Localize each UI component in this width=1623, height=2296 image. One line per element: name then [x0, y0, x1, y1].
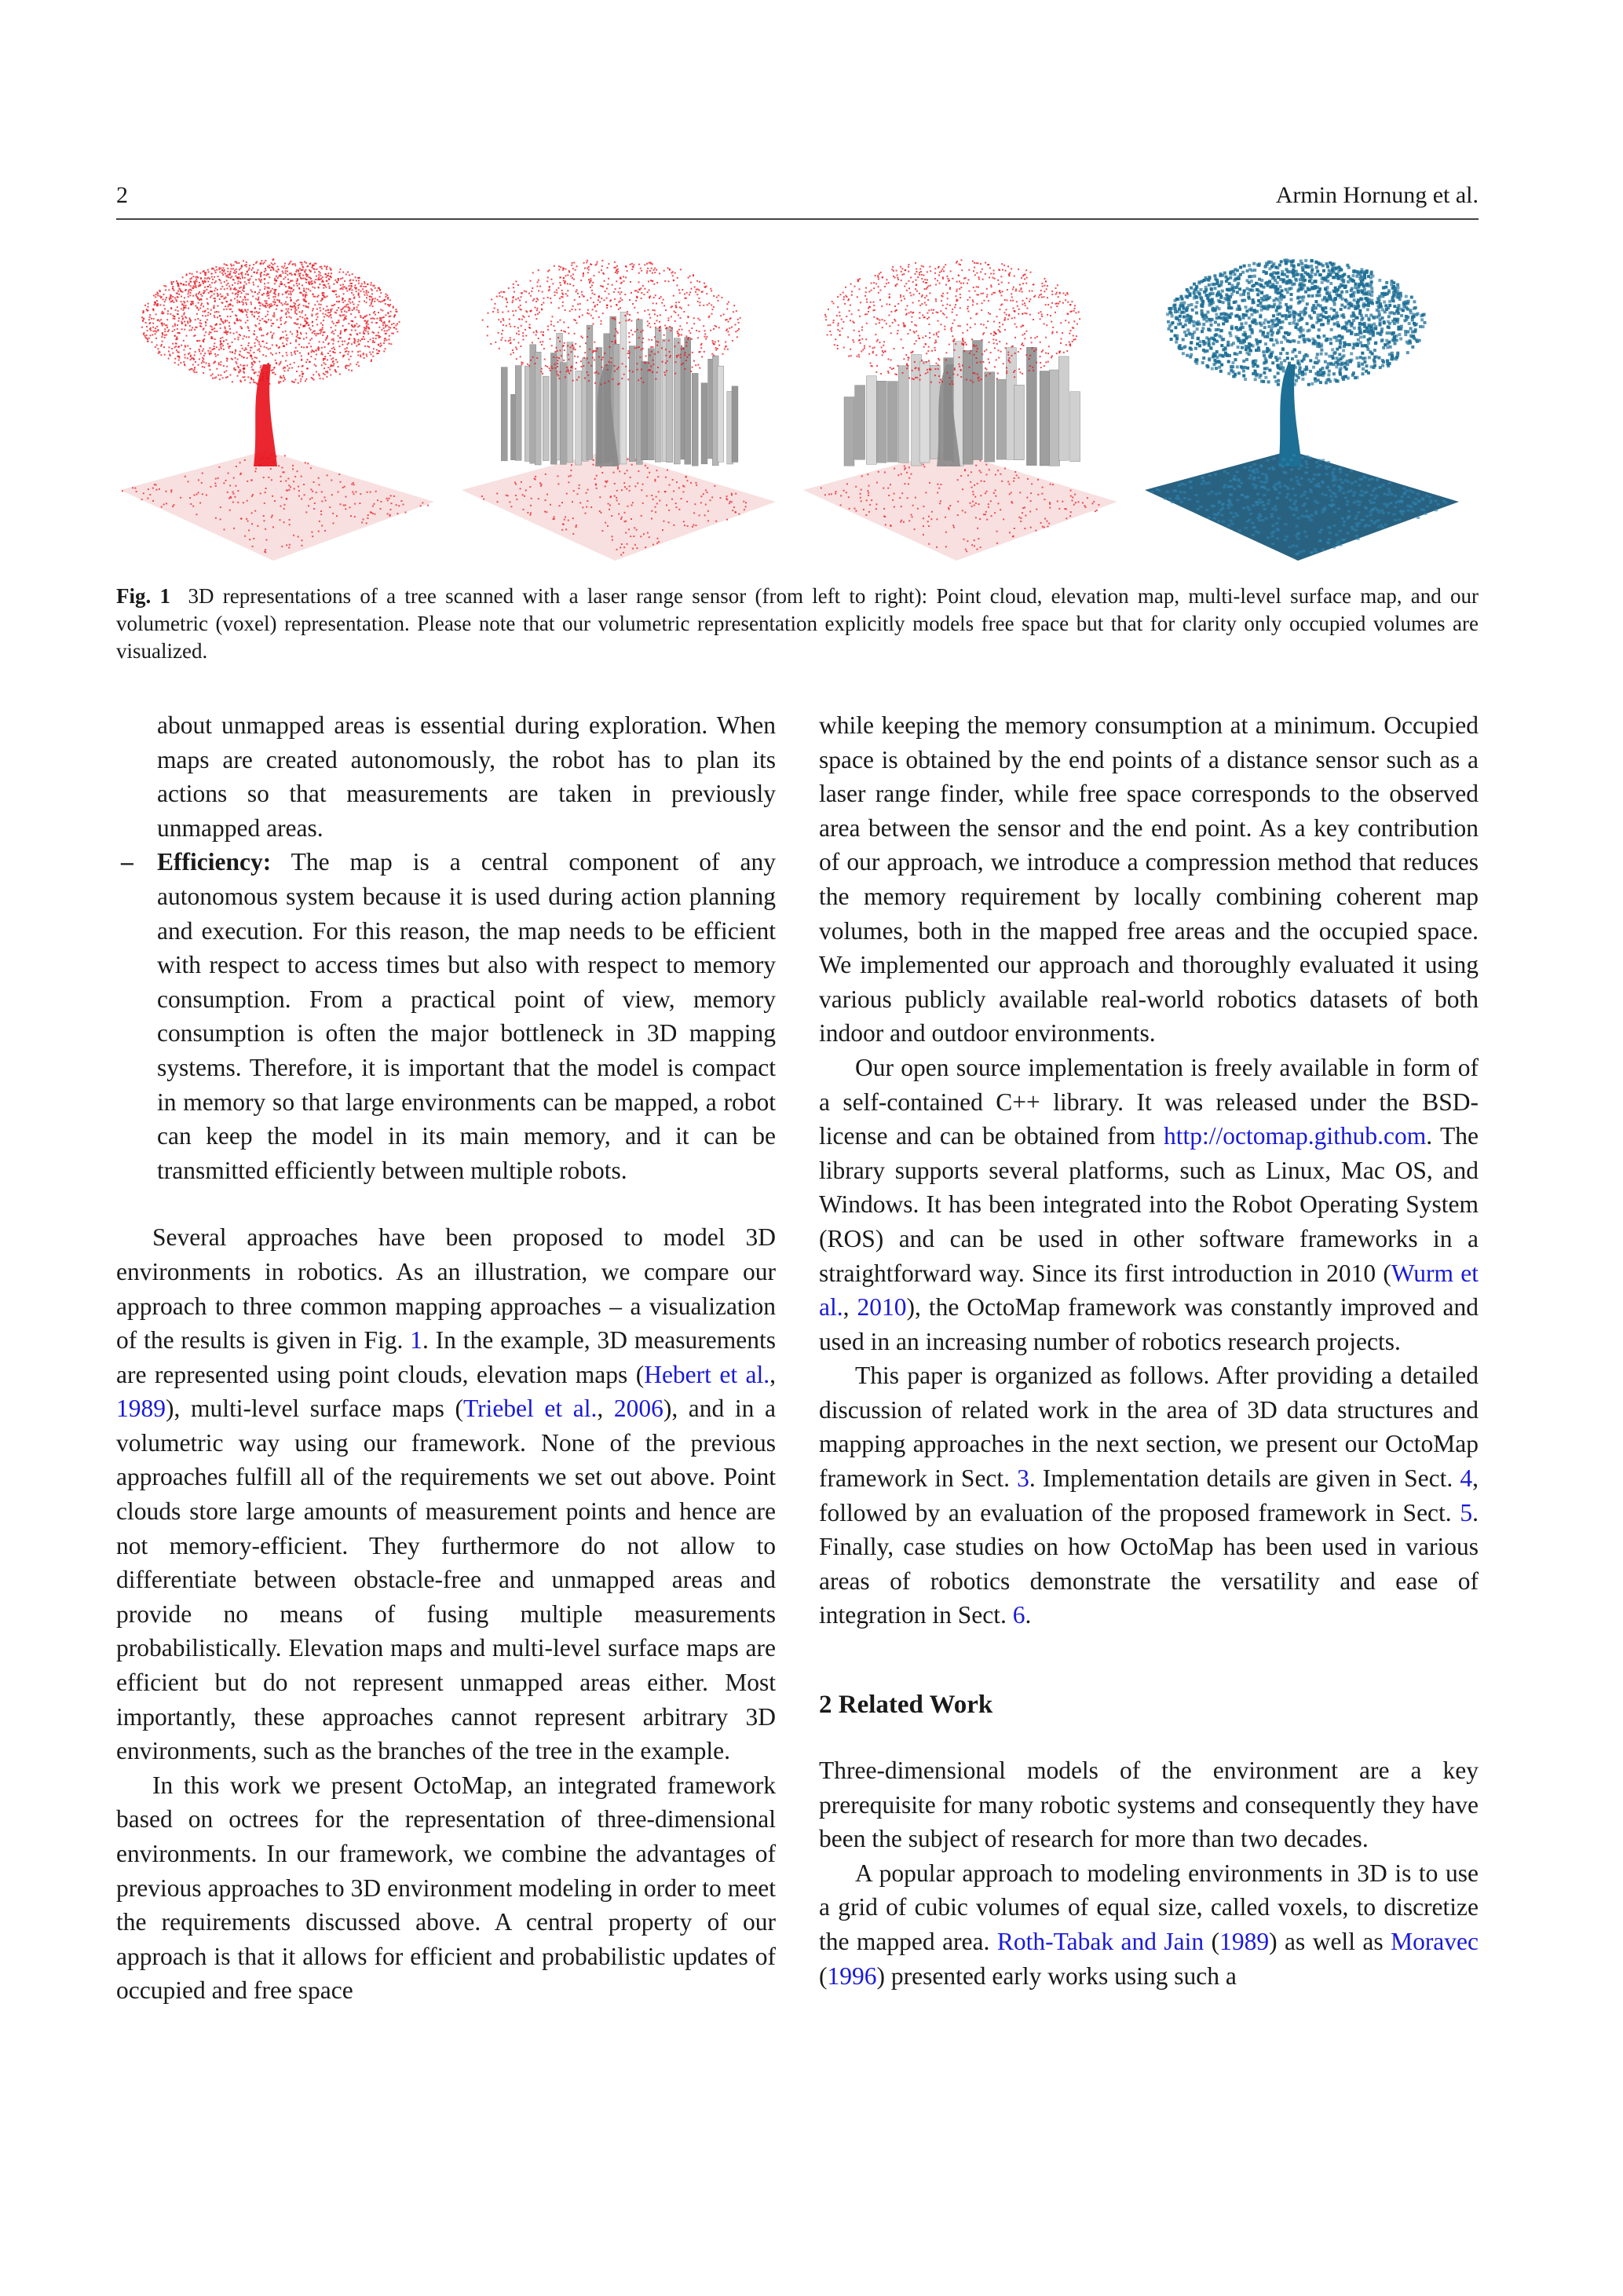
citation-year-link[interactable]: 2006 [613, 1395, 663, 1423]
section-link[interactable]: 4 [1460, 1464, 1473, 1493]
citation-year-link[interactable]: 1996 [827, 1961, 877, 1990]
figure-1 [116, 239, 1479, 569]
page-number: 2 [116, 182, 128, 208]
multi-level-surface-map-panel [803, 259, 1117, 561]
list-dash: – [121, 848, 133, 876]
running-authors: Armin Hornung et al. [1275, 182, 1479, 208]
section-link[interactable]: 6 [1012, 1601, 1025, 1629]
figure-label: Fig. 1 [116, 584, 170, 608]
figure-caption-text: 3D representations of a tree scanned with a laser range sensor (from left to right): Point cloud, elevation map, multi-level surface map, and our volumetric (voxel) representation. Please note that our volumetric representation explicitly models free space but that for clarity only occupied volumes are visualized. [116, 584, 1479, 663]
paragraph: while keeping the memory consumption at a minimum. Occupied space is obtained by the end points of a distance sensor such as a laser range finder, while free space corresponds to the observed area between the sensor and the end point. As a key contribution of our approach, we introduce a compression method that reduces the memory requirement by locally combining coherent map volumes, both in the mapped free areas and the occupied space. We implemented our approach and thoroughly evaluated it using various publicly available real-world robotics datasets of both indoor and outdoor environments. [819, 711, 1479, 1047]
left-column [116, 708, 776, 2008]
citation-year-link[interactable]: 1989 [1219, 1928, 1270, 1955]
paragraph: Three-dimensional models of the environment are a key prerequisite for many robotic systems and consequently they have been the subject of research for more than two decades. [819, 1757, 1479, 1853]
paragraph: Several approaches have been proposed to model 3D environments in robotics. As an illustration, we compare our approach to three common mapping approaches – a visualization of the results is given in Fig. 1. In the example, 3D measurements are represented using point clouds, elevation maps (Hebert et al., 1989), multi-level surface maps (Triebel et al., 2006), and in a volumetric way using our framework. None of the previous approaches fulfill all of the requirements we set out above. Point clouds store large amounts of measurement points and hence are not memory-efficient. They furthermore do not allow to differentiate between obstacle-free and unmapped areas and provide no means of fusing multiple measurements probabilistically. Elevation maps and multi-level surface maps are efficient but do not represent unmapped areas either. Most importantly, these approaches cannot represent arbitrary 3D environments, such as the branches of the tree in the example. [116, 1223, 777, 1765]
citation-link[interactable]: Hebert et al. [644, 1360, 770, 1388]
volumetric-octomap-panel [1145, 258, 1459, 561]
list-item-label: Efficiency: [157, 848, 272, 876]
section-link[interactable]: 3 [1017, 1464, 1029, 1493]
paragraph: A popular approach to modeling environments in 3D is to use a grid of cubic volumes of equal size, called voxels, to discretize the mapped area. Roth-Tabak and Jain (1989) as well as Moravec (1996) presented early works using such a [819, 1859, 1479, 1990]
point-cloud-panel [120, 258, 434, 561]
paragraph: In this work we present OctoMap, an integrated framework based on octrees for the representation of three-dimensional environments. In our framework, we combine the advantages of previous approaches to 3D environment modeling in order to meet the requirements discussed above. A central property of our approach is that it allows for efficient and probabilistic updates of occupied and free space [116, 1771, 776, 2005]
citation-link[interactable]: Wurm et al. [819, 1259, 1479, 1322]
right-column [819, 708, 1479, 1993]
figure-1-image [116, 239, 1479, 569]
citation-link[interactable]: Triebel et al. [462, 1395, 598, 1423]
list-item-text: The map is a central component of any autonomous system because it is used during action planning and execution. For this reason, the map needs to be efficient with respect to access times but also with respect to memory consumption. From a practical point of view, memory consumption is often the major bottleneck in 3D mapping systems. Therefore, it is important that the model is compact in memory so that large environments can be mapped, a robot can keep the model in its main memory, and it can be transmitted efficiently between multiple robots. [157, 848, 776, 1184]
section-heading: 2 Related Work [819, 1691, 993, 1720]
figure-link[interactable]: 1 [410, 1326, 422, 1355]
elevation-map-panel [462, 260, 776, 561]
paragraph: This paper is organized as follows. After providing a detailed discussion of related work in the area of 3D data structures and mapping approaches in the next section, we present our OctoMap framework in Sect. 3. Implementation details are given in Sect. 4, followed by an evaluation of the proposed framework in Sect. 5. Finally, case studies on how OctoMap has been used in various areas of robotics demonstrate the versatility and ease of integration in Sect. 6. [819, 1362, 1479, 1629]
running-header [116, 179, 1479, 220]
section-link[interactable]: 5 [1460, 1498, 1473, 1526]
list-item-efficiency [116, 845, 776, 1187]
citation-year-link[interactable]: 2010 [857, 1293, 907, 1322]
citation-year-link[interactable]: 1989 [116, 1395, 166, 1423]
url-link[interactable]: http://octomap.github.com [1164, 1122, 1427, 1150]
list-continuation: about unmapped areas is essential during exploration. When maps are created autonomously, the robot has to plan its actions so that measurements are taken in previously unmapped areas. [157, 711, 776, 842]
figure-caption [116, 583, 1479, 665]
paragraph: Our open source implementation is freely available in form of a self-contained C++ library. It was released under the BSD-license and can be obtained from http://octomap.github.com. The library supports several platforms, such as Linux, Mac OS, and Windows. It has been integrated into the Robot Operating System (ROS) and can be used in other software frameworks in a straightforward way. Since its first introduction in 2010 (Wurm et al., 2010), the OctoMap framework was constantly improved and used in an increasing number of robotics research projects. [819, 1053, 1479, 1355]
citation-link[interactable]: Moravec [1391, 1928, 1479, 1955]
citation-link[interactable]: Roth-Tabak and Jain [996, 1928, 1204, 1955]
